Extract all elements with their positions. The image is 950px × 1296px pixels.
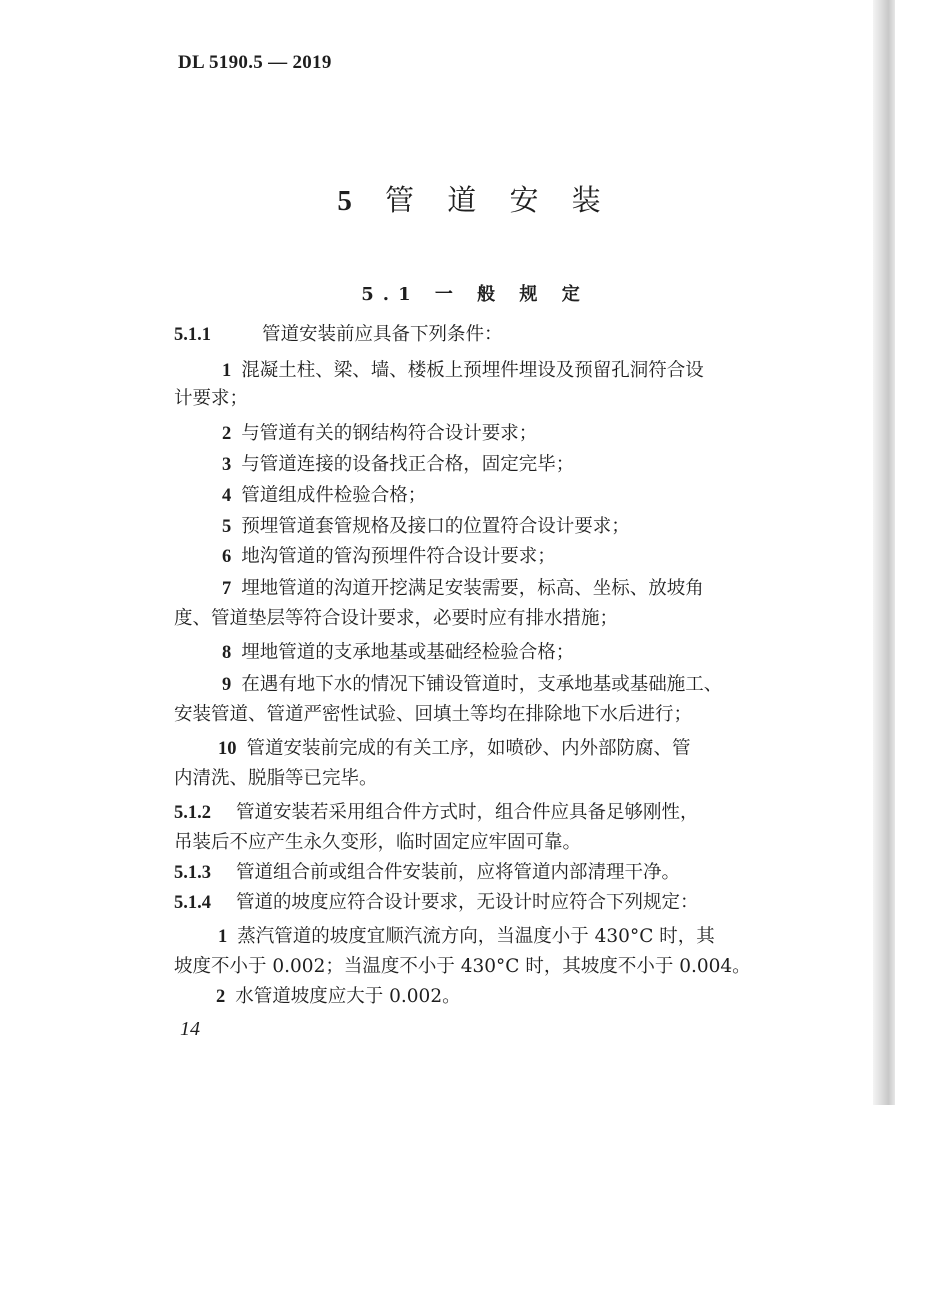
clause-number: 5.1.3 bbox=[174, 863, 211, 883]
section-number: 5.1 bbox=[361, 284, 420, 305]
list-item: 8 埋地管道的支承地基或基础经检验合格； bbox=[222, 642, 575, 663]
list-item-continuation: 计要求； bbox=[174, 388, 249, 409]
clause-5-1-2 bbox=[174, 804, 699, 823]
section-title bbox=[0, 280, 950, 306]
list-item: 2 与管道有关的钢结构符合设计要求； bbox=[222, 423, 538, 444]
list-item: 2 水管道坡度应大于 0.002。 bbox=[216, 986, 461, 1007]
list-item: 1 蒸汽管道的坡度宜顺汽流方向，当温度小于 430°C 时，其 bbox=[218, 926, 715, 947]
clause-text: 管道的坡度应符合设计要求，无设计时应符合下列规定： bbox=[236, 892, 699, 913]
list-item-continuation: 坡度不小于 0.002；当温度不小于 430°C 时，其坡度不小于 0.004。 bbox=[174, 956, 751, 977]
clause-5-1-3 bbox=[174, 864, 680, 883]
clause-5-1-1 bbox=[174, 326, 503, 345]
clause-text: 管道组合前或组合件安装前，应将管道内部清理干净。 bbox=[236, 862, 681, 883]
list-item-continuation: 安装管道、管道严密性试验、回填土等均在排除地下水后进行； bbox=[174, 704, 693, 725]
clause-number: 5.1.1 bbox=[174, 325, 211, 345]
chapter-title bbox=[0, 178, 950, 219]
clause-number: 5.1.2 bbox=[174, 803, 211, 823]
list-item: 9 在遇有地下水的情况下铺设管道时，支承地基或基础施工、 bbox=[222, 674, 723, 695]
list-item: 1 混凝土柱、梁、墙、楼板上预埋件埋设及预留孔洞符合设 bbox=[222, 360, 704, 381]
chapter-number: 5 bbox=[337, 185, 364, 217]
standard-code-header: DL 5190.5 — 2019 bbox=[178, 52, 332, 73]
clause-continuation: 吊装后不应产生永久变形，临时固定应牢固可靠。 bbox=[174, 832, 582, 853]
clause-5-1-4 bbox=[174, 894, 699, 913]
list-item: 7 埋地管道的沟道开挖满足安装需要，标高、坐标、放坡角 bbox=[222, 578, 704, 599]
clause-number: 5.1.4 bbox=[174, 893, 211, 913]
scan-edge-shadow bbox=[873, 0, 895, 1105]
chapter-title-text: 管 道 安 装 bbox=[385, 183, 613, 217]
list-item: 6 地沟管道的管沟预埋件符合设计要求； bbox=[222, 546, 556, 567]
list-item: 10 管道安装前完成的有关工序，如喷砂、内外部防腐、管 bbox=[218, 738, 691, 759]
list-item: 3 与管道连接的设备找正合格，固定完毕； bbox=[222, 454, 575, 475]
clause-text: 管道安装若采用组合件方式时，组合件应具备足够刚性， bbox=[236, 802, 699, 823]
list-item-continuation: 内清洗、脱脂等已完毕。 bbox=[174, 768, 378, 789]
clause-text: 管道安装前应具备下列条件： bbox=[262, 324, 503, 345]
page-number: 14 bbox=[180, 1018, 200, 1040]
section-title-text: 一 般 规 定 bbox=[434, 284, 589, 305]
list-item-continuation: 度、管道垫层等符合设计要求，必要时应有排水措施； bbox=[174, 608, 619, 629]
list-item: 4 管道组成件检验合格； bbox=[222, 485, 427, 506]
list-item: 5 预埋管道套管规格及接口的位置符合设计要求； bbox=[222, 516, 630, 537]
